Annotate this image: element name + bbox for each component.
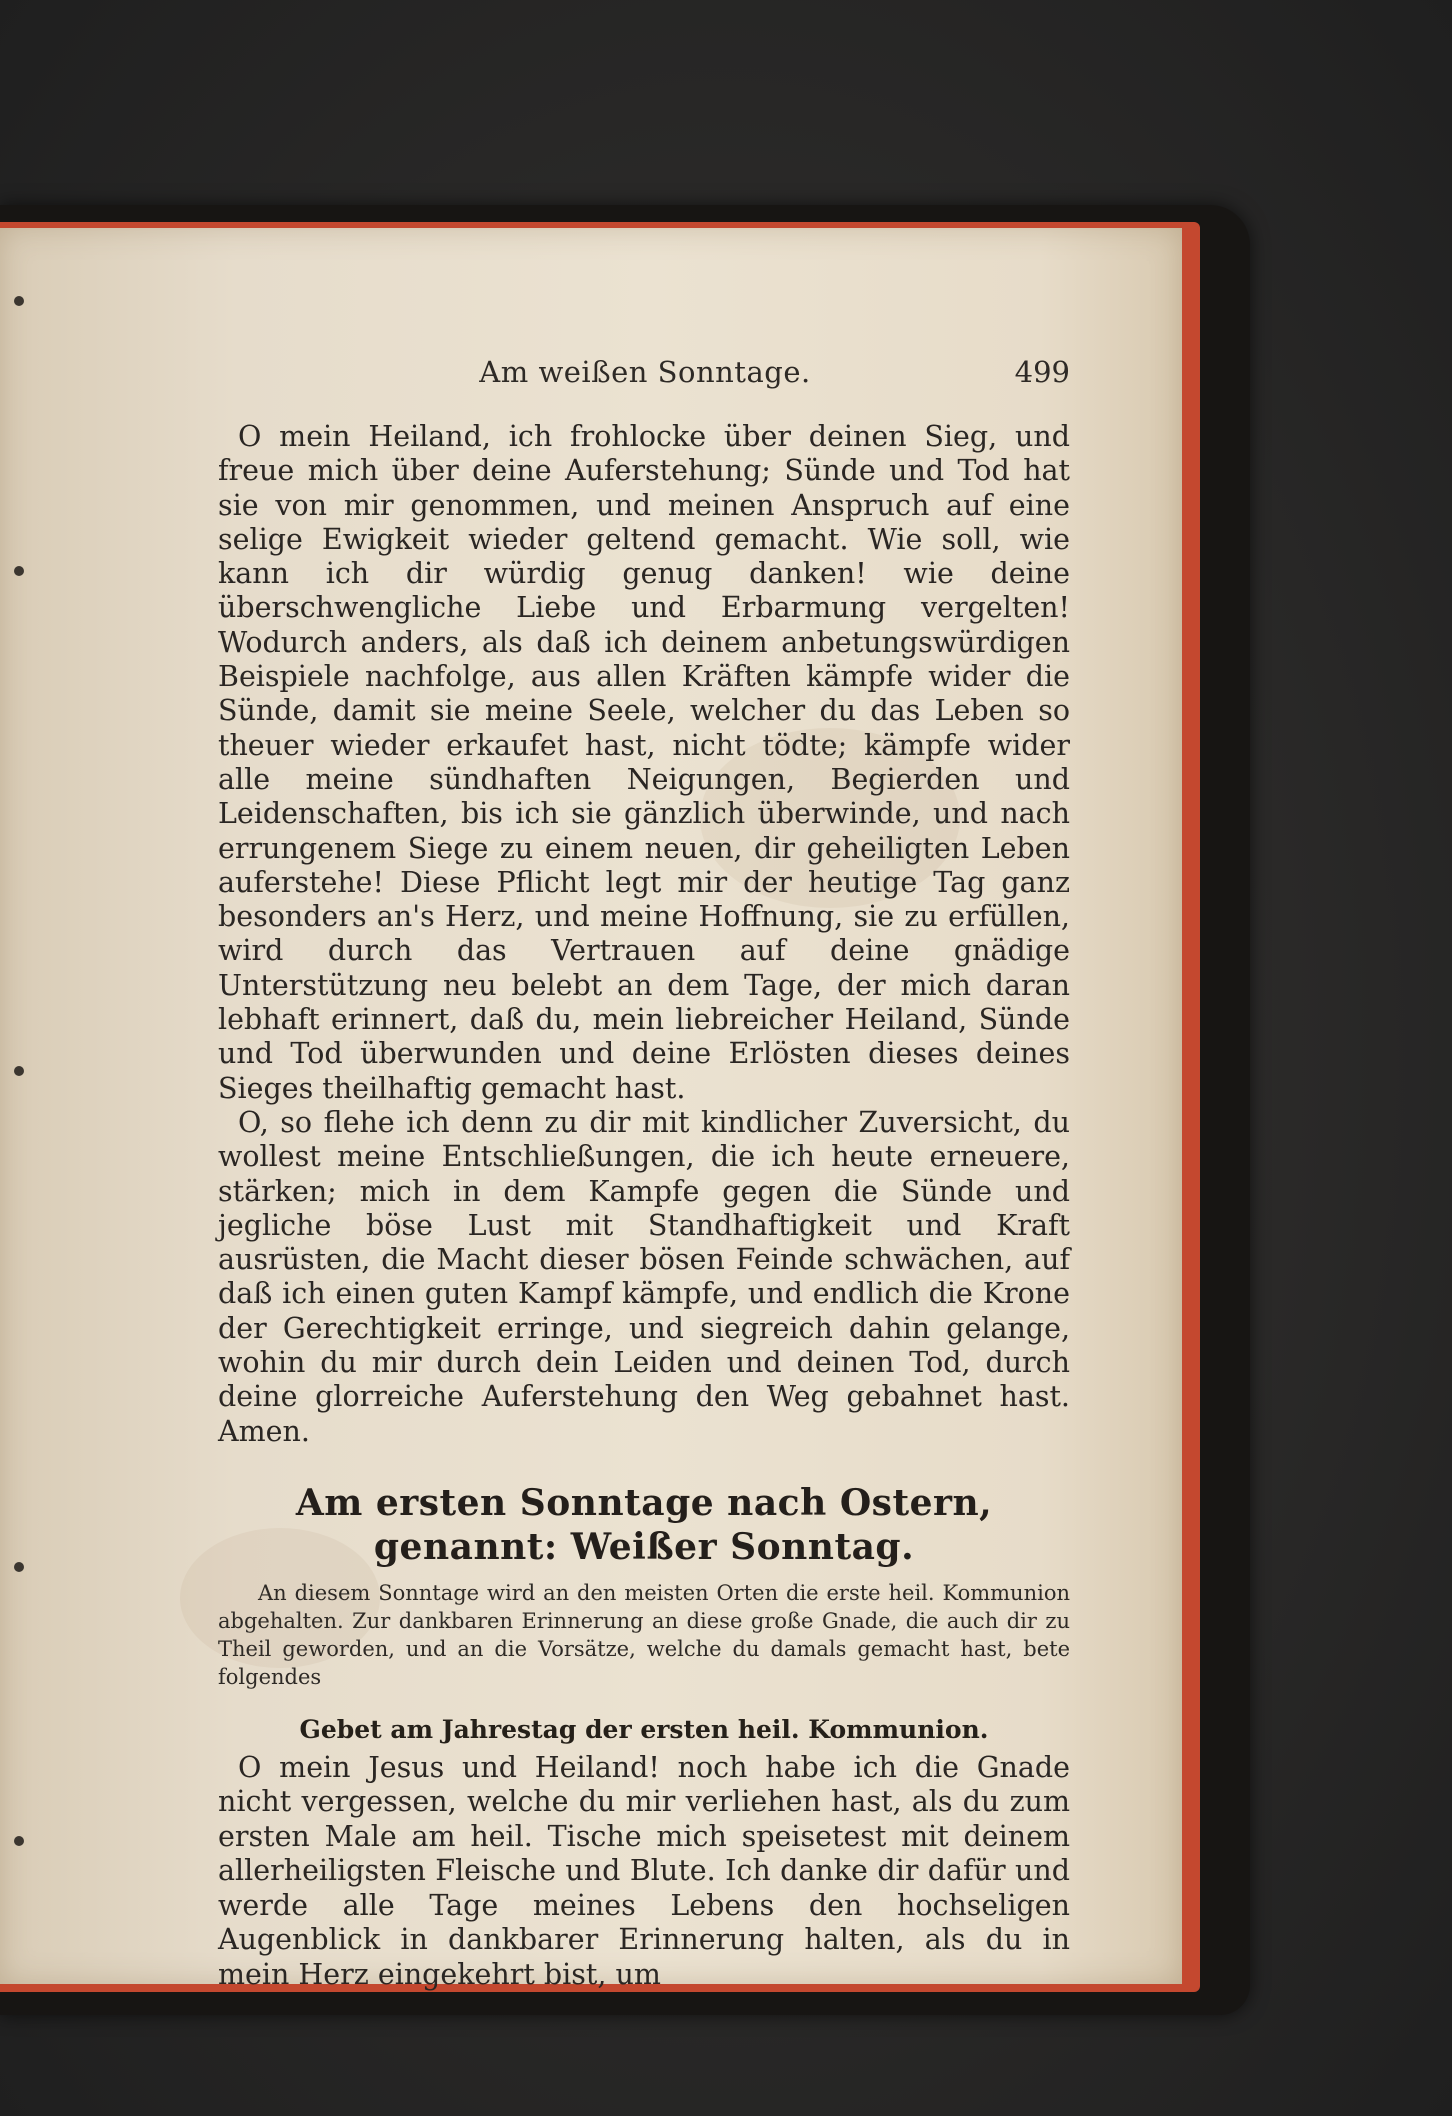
rubric-instruction: An diesem Sonntage wird an den meisten Orten die erste heil. Kommunion abgehalten. Zur dankbaren Erinnerung an diese große Gnade, die auch dir zu Theil geworden, und an die Vorsätze, welche du damals gemacht hast, bete folgendes: [218, 1580, 1070, 1689]
body-paragraph-1: O mein Heiland, ich frohlocke über deinen Sieg, und freue mich über deine Auferstehung; Sünde und Tod hat sie von mir genommen, und meinen Anspruch auf eine selige Ewigkeit wieder geltend gemacht. Wie soll, wie kann ich dir würdig genug danken! wie deine überschwengliche Liebe und Erbarmung vergelten! Wodurch anders, als daß ich deinem anbetungswürdigen Beispiele nachfolge, aus allen Kräften kämpfe wider die Sünde, damit sie meine Seele, welcher du das Leben so theuer wieder erkaufet hast, nicht tödte; kämpfe wider alle meine sündhaften Neigungen, Begierden und Leidenschaften, bis ich sie gänzlich überwinde, und nach errungenem Siege zu einem neuen, dir geheiligten Leben auferstehe! Diese Pflicht legt mir der heutige Tag ganz besonders an's Herz, und meine Hoffnung, sie zu erfüllen, wird durch das Vertrauen auf deine gnädige Unterstützung neu belebt an dem Tage, der mich daran lebhaft erinnert, daß du, mein liebreicher Heiland, Sünde und Tod überwunden und deine Erlösten dieses deines Sieges theilhaftig gemacht hast.: [218, 420, 1070, 1105]
section-heading: Am ersten Sonntage nach Ostern, genannt: Weißer Sonntag.: [295, 1481, 993, 1568]
binding-mark: [14, 1066, 24, 1076]
running-head: Am weißen Sonntage.: [479, 355, 811, 389]
page-text: [218, 420, 1070, 1992]
page-header: [220, 355, 1070, 395]
prayer-title: Gebet am Jahrestag der ersten heil. Kommunion.: [299, 1714, 989, 1744]
binding-mark: [14, 296, 24, 306]
body-paragraph-2: O, so flehe ich denn zu dir mit kindlicher Zuversicht, du wollest meine Entschließungen, die ich heute erneuere, stärken; mich in dem Kampfe gegen die Sünde und jegliche böse Lust mit Standhaftigkeit und Kraft ausrüsten, die Macht dieser bösen Feinde schwächen, auf daß ich einen guten Kampf kämpfe, und endlich die Krone der Gerechtigkeit erringe, und siegreich dahin gelange, wohin du mir durch dein Leiden und deinen Tod, durch deine glorreiche Auferstehung den Weg gebahnet hast. Amen.: [218, 1105, 1070, 1448]
binding-mark: [14, 1562, 24, 1572]
binding-mark: [14, 1836, 24, 1846]
binding-mark: [14, 566, 24, 576]
prayer-text: O mein Jesus und Heiland! noch habe ich die Gnade nicht vergessen, welche du mir verliehen hast, als du zum ersten Male am heil. Tische mich speisetest mit deinem allerheiligsten Fleische und Blute. Ich danke dir dafür und werde alle Tage meines Lebens den hochseligen Augenblick in dankbarer Erinnerung halten, als du in mein Herz eingekehrt bist, um: [218, 1750, 1070, 1991]
page-number: 499: [1014, 355, 1070, 389]
